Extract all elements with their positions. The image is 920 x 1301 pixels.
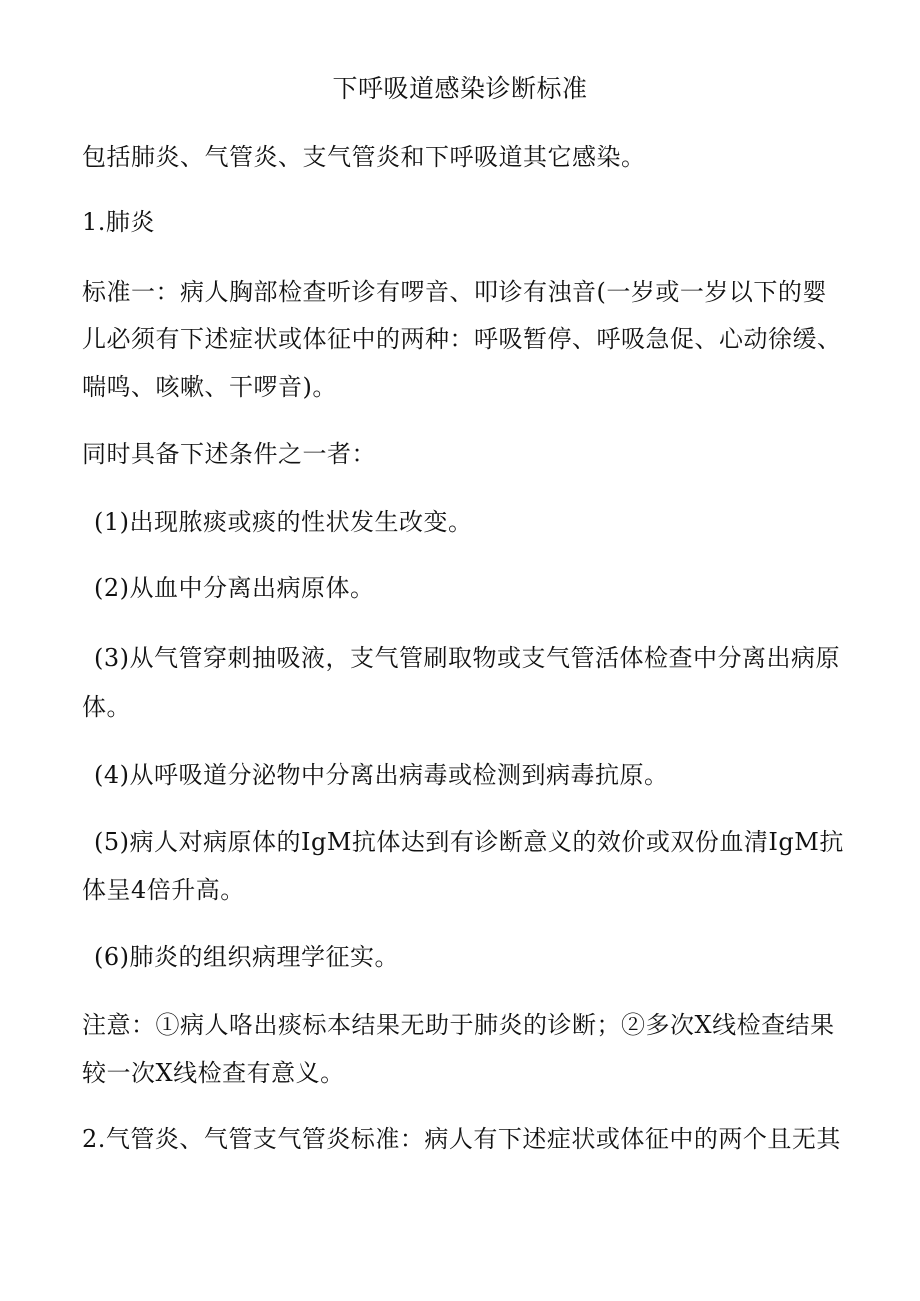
condition-item-2: (2)从血中分离出病原体。	[94, 574, 375, 602]
condition-item-5-cont: 体呈4倍升高。	[82, 876, 245, 904]
section-heading-pneumonia: 1.肺炎	[82, 208, 155, 236]
page-title: 下呼吸道感染诊断标准	[332, 74, 588, 103]
condition-item-5: (5)病人对病原体的IgM抗体达到有诊断意义的效价或双份血清IgM抗	[94, 828, 844, 856]
intro-text: 包括肺炎、气管炎、支气管炎和下呼吸道其它感染。	[82, 143, 646, 171]
note-line: 注意：①病人咯出痰标本结果无助于肺炎的诊断；②多次X线检查结果	[82, 1011, 835, 1039]
condition-intro: 同时具备下述条件之一者：	[82, 440, 376, 468]
section-heading-bronchitis: 2.气管炎、气管支气管炎标准：病人有下述症状或体征中的两个且无其	[82, 1125, 841, 1153]
condition-item-3: (3)从气管穿刺抽吸液，支气管刷取物或支气管活体检查中分离出病原	[94, 644, 840, 672]
note-line: 较一次X线检查有意义。	[82, 1059, 345, 1087]
condition-item-6: (6)肺炎的组织病理学征实。	[94, 943, 399, 971]
standard-one-line: 标准一：病人胸部检查听诊有啰音、叩诊有浊音(一岁或一岁以下的婴	[82, 278, 827, 306]
condition-item-1: (1)出现脓痰或痰的性状发生改变。	[94, 508, 473, 536]
standard-one-line: 喘鸣、咳嗽、干啰音)。	[82, 373, 337, 401]
standard-one-line: 儿必须有下述症状或体征中的两种：呼吸暂停、呼吸急促、心动徐缓、	[82, 325, 842, 353]
condition-item-4: (4)从呼吸道分泌物中分离出病毒或检测到病毒抗原。	[94, 761, 669, 789]
condition-item-3-cont: 体。	[82, 693, 131, 721]
